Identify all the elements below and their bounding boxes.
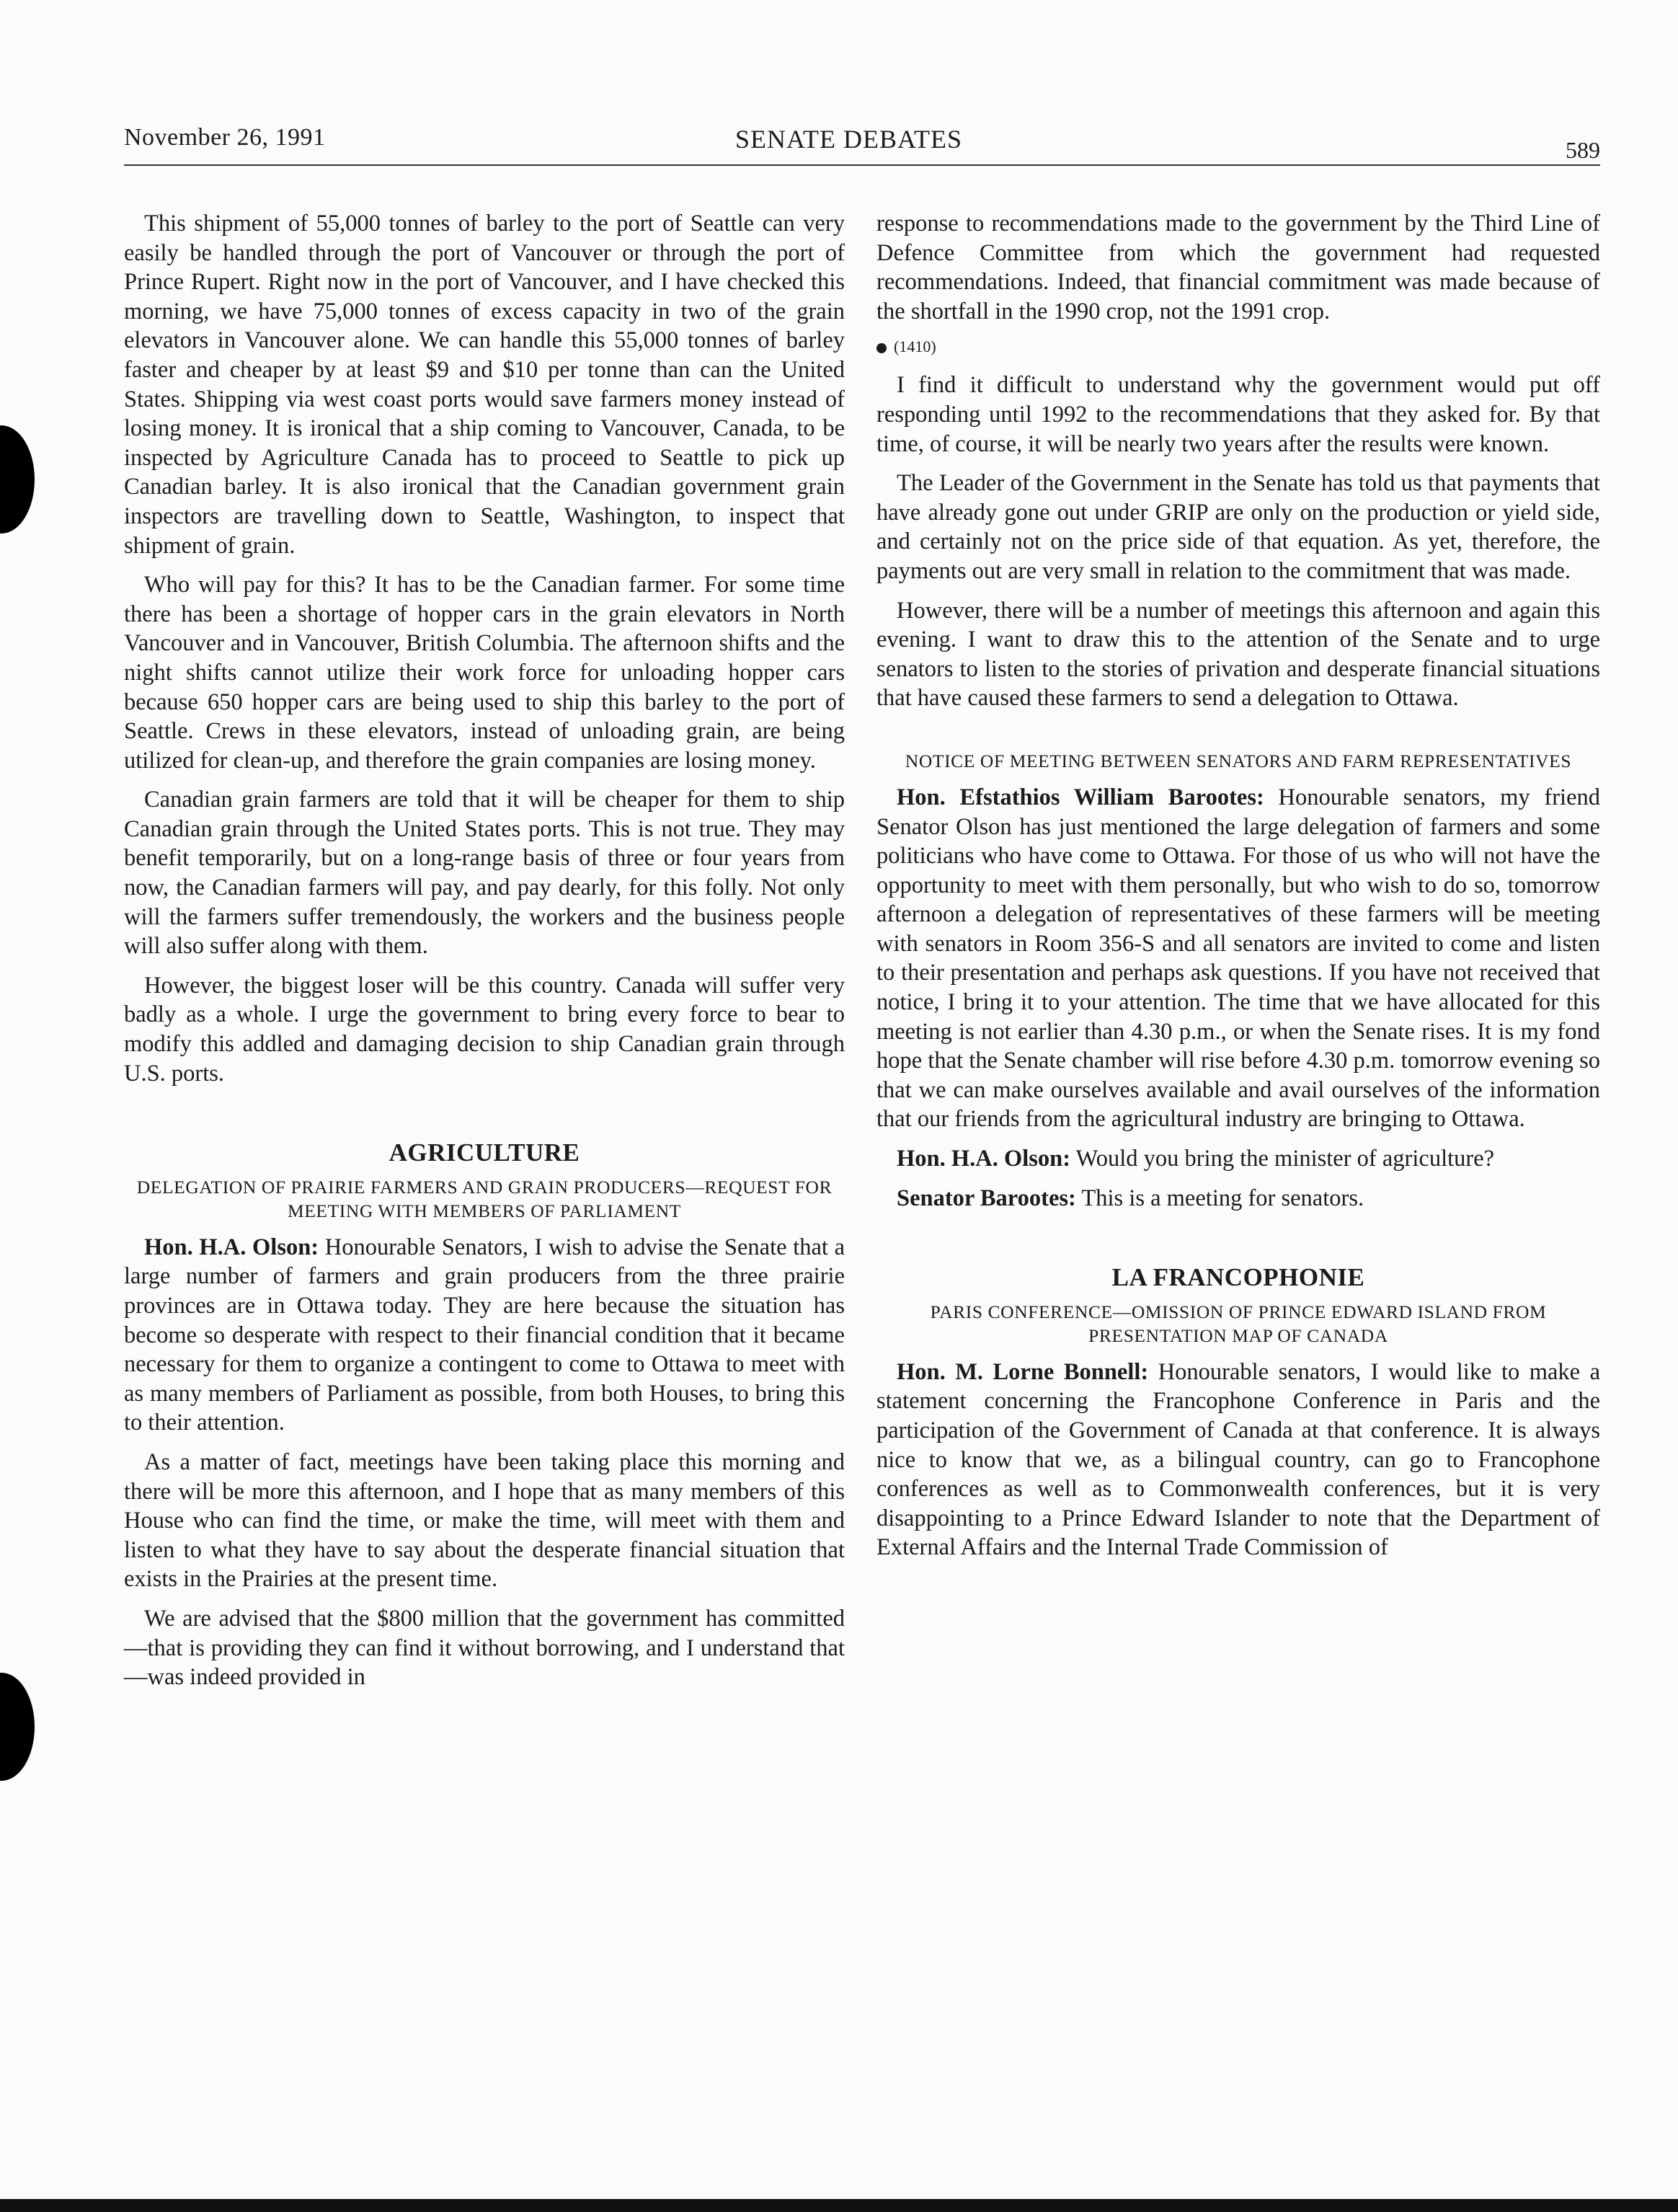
speech-paragraph (876, 1144, 1600, 1174)
speech-text: Honourable senators, I would like to make a statement concerning the Francophone Conference in Paris and the participation of the Government of Canada at that conference. It is always nice to know that we, as a bilingual country, can go to Francophone conferences as well as to Commonwealth conferences, but it is very disappointing to a Prince Edward Islander to note that the Department of External Affairs and the Internal Trade Commission of (876, 1358, 1600, 1561)
speech-text: Honourable Senators, I wish to advise the Senate that a large number of farmers and grain producers from the three prairie provinces are in Ottawa today. They are here because the situation has become so desperate with respect to their financial condition that it became necessary for them to organize a contingent to come to Ottawa to meet with as many members of Parliament as possible, from both Houses, to bring this to their attention. (124, 1234, 845, 1436)
paragraph: However, there will be a number of meetings this afternoon and again this evening. I want to draw this to the attention of the Senate and to urge senators to listen to the stories of privation and desperate financial situations that have caused these farmers to send a delegation to Ottawa. (876, 597, 1600, 712)
paragraph: Canadian grain farmers are told that it will be cheaper for them to ship Canadian grain through the United States ports. This is not true. They may benefit temporarily, but on a long-range basis of three or four years from now, the Canadian farmers will pay, and pay dearly, for this folly. Not only will the farmers suffer tremendously, the workers and the business people will also suffer along with them. (124, 787, 845, 960)
speech-paragraph (876, 1358, 1600, 1562)
subheading-delegation: DELEGATION OF PRAIRIE FARMERS AND GRAIN PRODUCERS—REQUEST FOR MEETING WITH MEMBERS OF PARLIAMENT (136, 1176, 833, 1221)
punch-hole-top (0, 425, 35, 534)
right-column (876, 209, 1600, 1572)
speaker-name: Hon. H.A. Olson: (144, 1234, 319, 1260)
speaker-name: Hon. Efstathios William Barootes: (897, 784, 1264, 810)
speech-paragraph (876, 783, 1600, 1134)
paragraph: This shipment of 55,000 tonnes of barley to the port of Seattle can very easily be handled through the port of Vancouver or through the port of Prince Rupert. Right now in the port of Vancouver, and I have checked this morning, we have 75,000 tonnes of excess capacity in two of the grain elevators in Vancouver alone. We can handle this 55,000 tonnes of barley faster and cheaper by at least $9 and $10 per tonne than can the United States. Shipping via west coast ports would save farmers money instead of losing money. It is ironical that a ship coming to Vancouver, Canada, to be inspected by Agriculture Canada has to proceed to Seattle to pick up Canadian barley. It is also ironical that the Canadian government grain inspectors are travelling down to Seattle, Washington, to inspect that shipment of grain. (124, 211, 845, 559)
running-header (124, 124, 1600, 167)
paragraph: However, the biggest loser will be this country. Canada will suffer very badly as a whole. I urge the government to bring every force to bear to modify this addled and damaging decision to ship Canadian grain through U.S. ports. (124, 972, 845, 1087)
speech-paragraph (124, 1233, 845, 1438)
speech-text: Honourable senators, my friend Senator Olson has just mentioned the large delegation of farmers and some politicians who have come to Ottawa. For those of us who will not have the opportunity to meet with them personally, but who wish to do so, tomorrow afternoon a delegation of representatives of these farmers will be meeting with senators in Room 356-S and all senators are invited to come and listen to their presentation and perhaps ask questions. If you have not received that notice, I bring it to your attention. The time that we have allocated for this meeting is not earlier than 4.30 p.m., or when the Senate rises. It is my fond hope that the Senate chamber will rise before 4.30 p.m. tomorrow evening so that we can make ourselves available and avail ourselves of the information that our friends from the agricultural industry are bringing to Ottawa. (876, 784, 1600, 1133)
subheading-paris-conference: PARIS CONFERENCE—OMISSION OF PRINCE EDWARD ISLAND FROM PRESENTATION MAP OF CANADA (930, 1301, 1547, 1346)
speaker-name: Hon. H.A. Olson: (897, 1146, 1071, 1172)
speech-text: This is a meeting for senators. (1075, 1185, 1364, 1211)
speech-paragraph (876, 1184, 1600, 1213)
speaker-name: Hon. M. Lorne Bonnell: (897, 1358, 1149, 1385)
left-column (124, 209, 845, 1702)
speaker-name: Senator Barootes: (897, 1185, 1076, 1211)
speech-text: Would you bring the minister of agriculture? (1070, 1146, 1495, 1172)
paragraph: I find it difficult to understand why the government would put off responding until 1992 to the recommendations that they asked for. By that time, of course, it will be nearly two years after the results were known. (876, 372, 1600, 457)
page-number: 589 (1566, 137, 1600, 163)
paragraph: response to recommendations made to the government by the Third Line of Defence Committee from which the government had requested recommendations. Indeed, that financial commitment was made because of the shortfall in the 1990 crop, not the 1991 crop. (876, 211, 1600, 324)
paragraph: We are advised that the $800 million that the government has committed—that is providing they can find it without borrowing, and I understand that—was indeed provided in (124, 1605, 845, 1691)
header-rule (124, 164, 1600, 166)
paragraph: As a matter of fact, meetings have been taking place this morning and there will be more this afternoon, and I hope that as many members of this House who can find the time, or make the time, will meet with them and listen to what they have to say about the desperate financial situation that exists in the Prairies at the present time. (124, 1448, 845, 1593)
section-heading-agriculture: AGRICULTURE (389, 1138, 580, 1167)
time-marker (876, 336, 1600, 358)
bullet-icon (876, 343, 887, 353)
paragraph: The Leader of the Government in the Senate has told us that payments that have already gone out under GRIP are only on the production or yield side, and certainly not on the price side of that equation. As yet, therefore, the payments out are very small in relation to the commitment that was made. (876, 470, 1600, 584)
paragraph: Who will pay for this? It has to be the Canadian farmer. For some time there has been a shortage of hopper cars in the grain elevators in North Vancouver and in Vancouver, British Columbia. The afternoon shifts and the night shifts cannot utilize their work force for unloading hopper cars because 650 hopper cars are being used to ship this barley to the port of Seattle. Crews in these elevators, instead of unloading grain, are being utilized for clean-up, and therefore the grain companies are losing money. (124, 572, 845, 774)
header-date: November 26, 1991 (124, 124, 326, 151)
scan-bottom-edge (0, 2199, 1678, 2212)
header-title: SENATE DEBATES (735, 125, 963, 154)
section-heading-la-francophonie: LA FRANCOPHONIE (1111, 1263, 1365, 1292)
subheading-notice-of-meeting: NOTICE OF MEETING BETWEEN SENATORS AND FARM REPRESENTATIVES (905, 750, 1572, 771)
time-marker-text: (1410) (894, 337, 936, 356)
punch-hole-bottom (0, 1673, 35, 1781)
